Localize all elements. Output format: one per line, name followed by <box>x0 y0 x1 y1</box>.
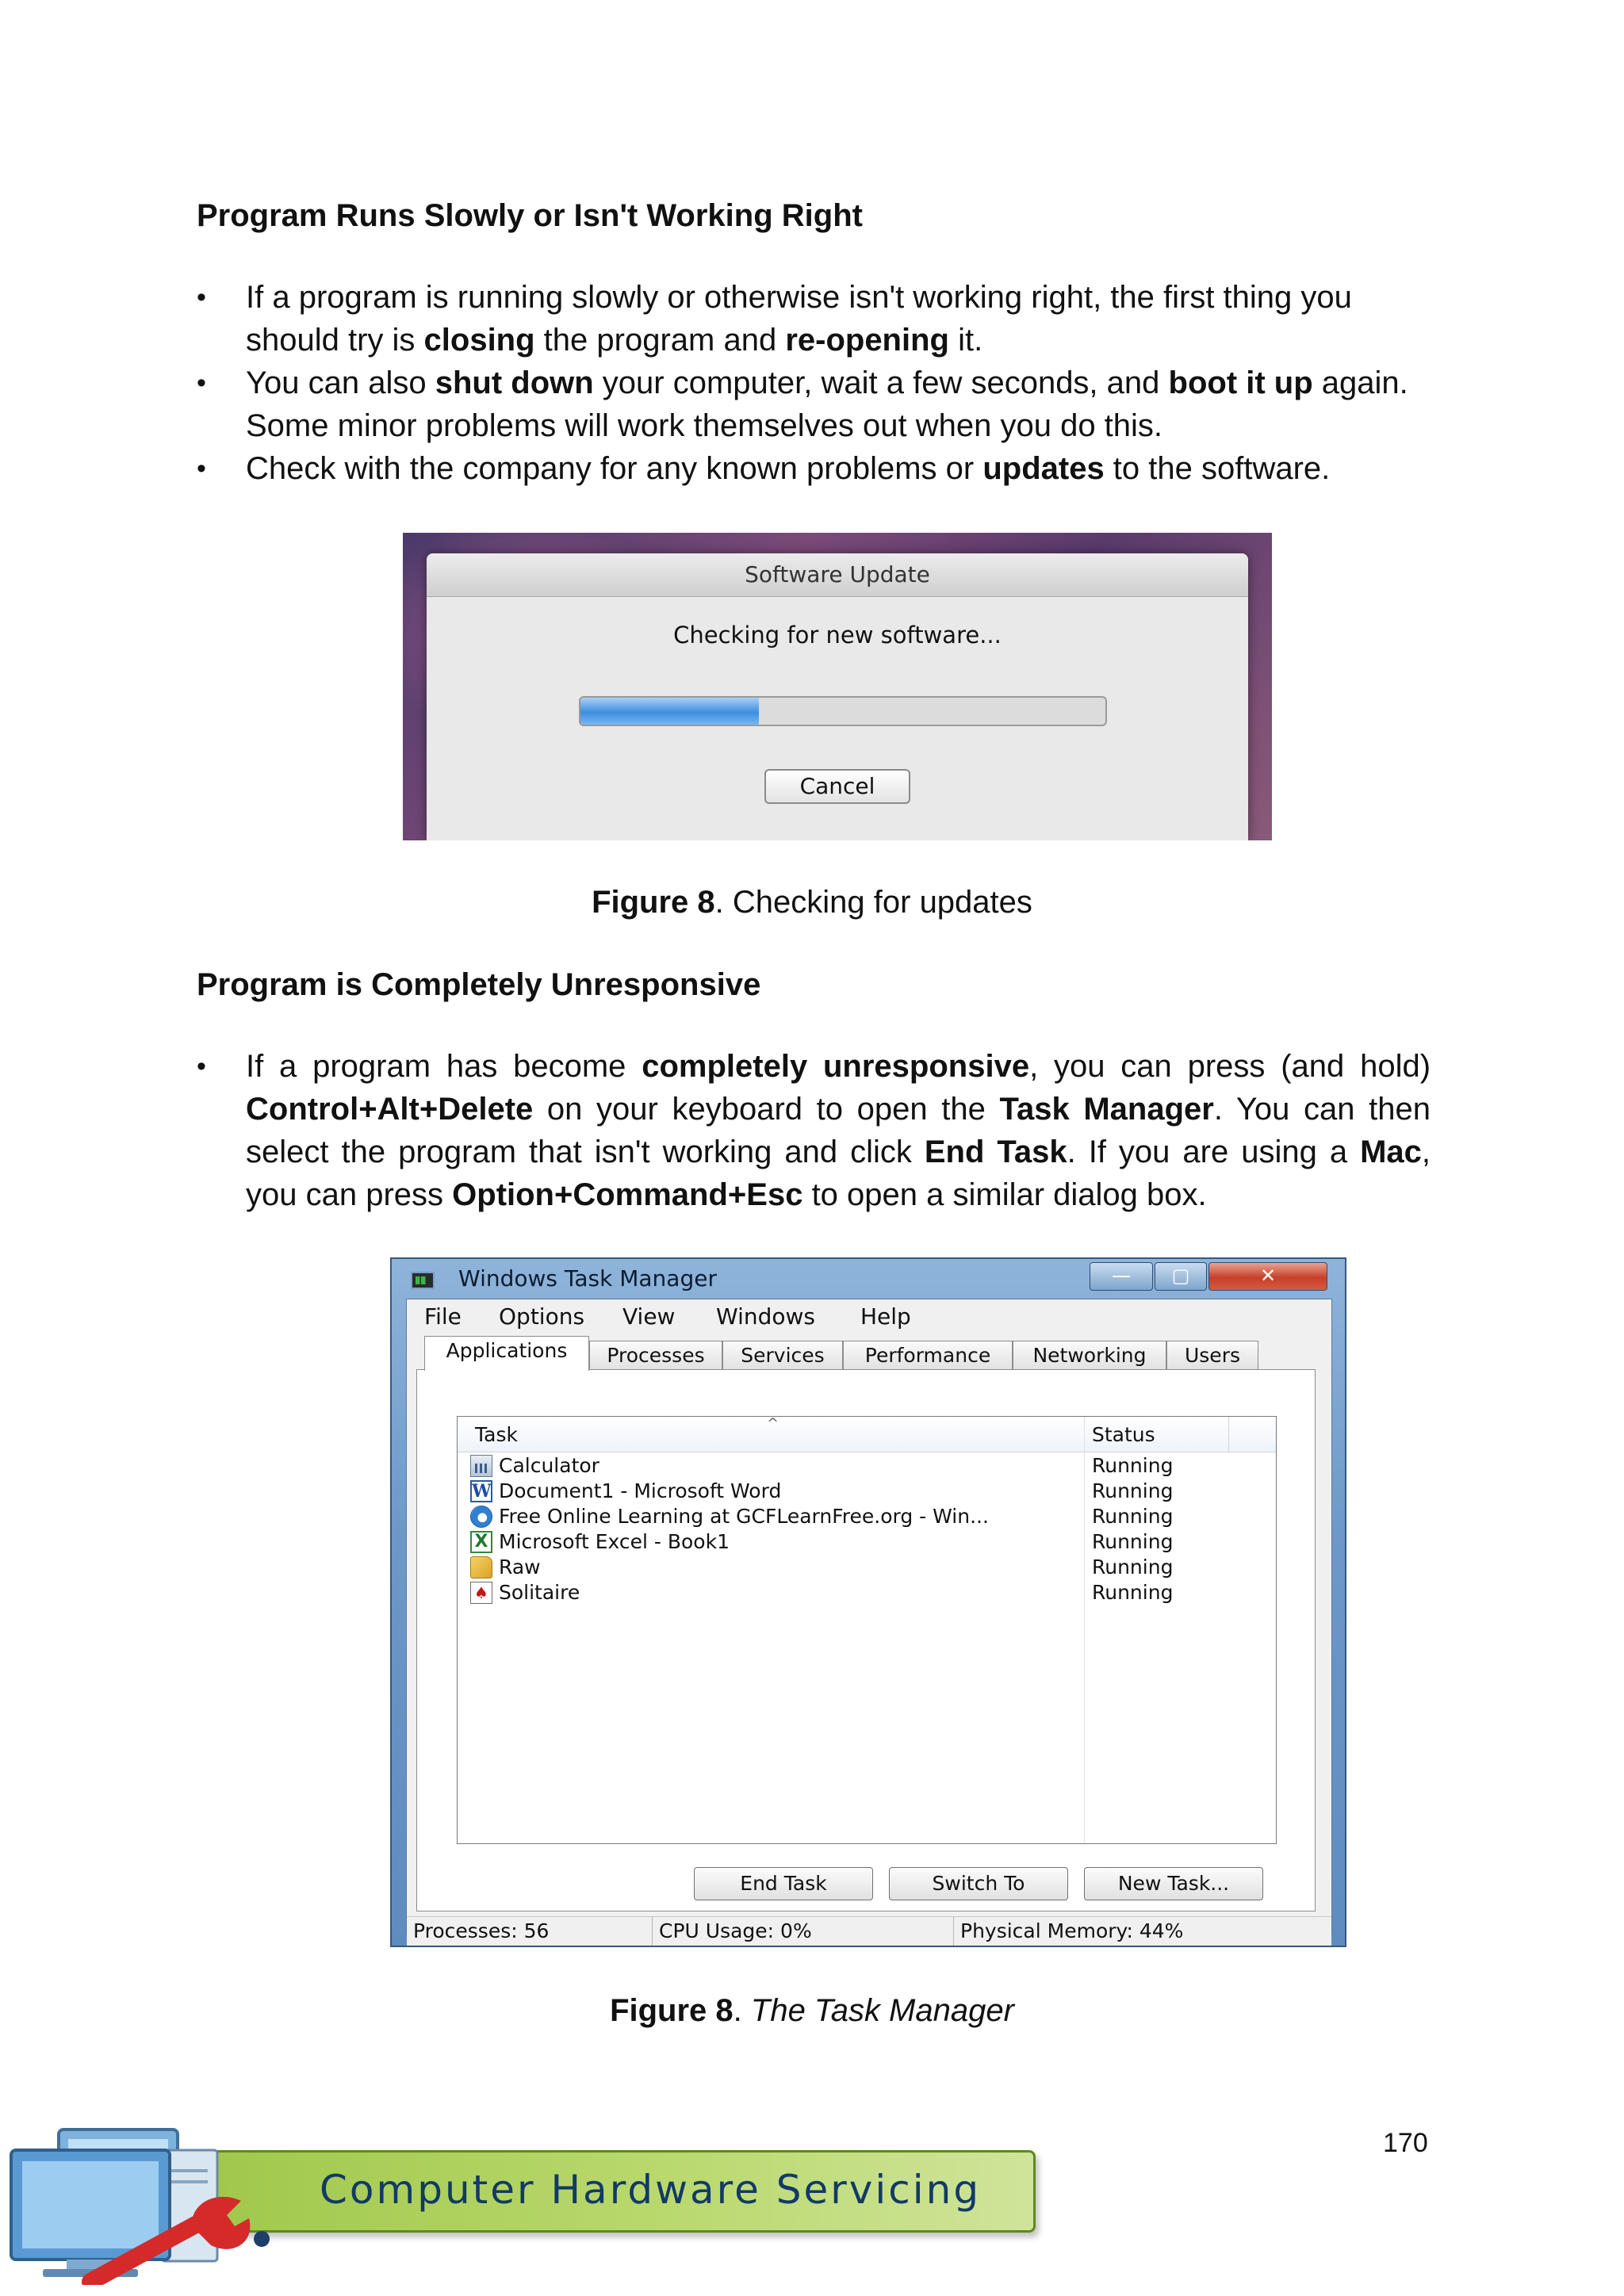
folder-icon <box>470 1556 492 1578</box>
task-manager-window <box>390 1257 1346 1947</box>
tab-services[interactable]: Services <box>722 1341 843 1369</box>
ie-icon <box>470 1506 492 1528</box>
figure-caption-updates: Figure 8. Checking for updates <box>592 885 1032 920</box>
status-physical-memory: Physical Memory: 44% <box>960 1919 1184 1942</box>
end-task-button[interactable]: End Task <box>694 1867 873 1900</box>
window-titlebar[interactable] <box>392 1259 1345 1299</box>
task-manager-icon <box>411 1272 435 1289</box>
table-row[interactable]: Free Online Learning at GCFLearnFree.org - Win... Running <box>470 1504 1263 1529</box>
maximize-button[interactable]: ▢ <box>1155 1262 1207 1291</box>
checking-message: Checking for new software... <box>673 622 1002 649</box>
tab-strip <box>424 1336 1312 1371</box>
minimize-button[interactable]: — <box>1090 1262 1153 1291</box>
status-cpu-usage: CPU Usage: 0% <box>653 1917 954 1947</box>
task-list-header <box>458 1417 1276 1452</box>
section-heading-unresponsive: Program is Completely Unresponsive <box>197 967 761 1002</box>
close-button[interactable]: ✕ <box>1208 1262 1327 1291</box>
table-row[interactable]: Calculator Running <box>470 1453 1263 1479</box>
column-header-task[interactable]: Task <box>475 1423 518 1446</box>
task-list[interactable] <box>457 1416 1277 1844</box>
footer-banner <box>182 2150 1036 2233</box>
banner-text: Computer Hardware Servicing <box>320 2167 982 2213</box>
window-client-area <box>406 1299 1332 1942</box>
table-row[interactable]: ♠ Solitaire Running <box>470 1580 1263 1605</box>
menu-help[interactable]: Help <box>860 1303 911 1330</box>
solitaire-icon: ♠ <box>470 1582 492 1604</box>
menu-file[interactable]: File <box>424 1303 462 1330</box>
calculator-icon <box>470 1455 492 1477</box>
new-task-button[interactable]: New Task... <box>1084 1867 1263 1900</box>
update-progress-bar <box>579 696 1107 726</box>
bullet-item: • You can also shut down your computer, wait a few seconds, and boot it up again. Some minor problems will work themselves out when you do this. <box>197 362 1434 447</box>
applications-panel <box>416 1369 1316 1911</box>
dialog-title: Software Update <box>427 553 1248 597</box>
sort-ascending-icon: ^ <box>767 1415 779 1432</box>
progress-fill <box>580 698 759 725</box>
bullet-item: • If a program is running slowly or otherwise isn't working right, the first thing you should try is closing the program and re-opening it. <box>197 276 1434 362</box>
bullet-item: • Check with the company for any known problems or updates to the software. <box>197 447 1434 490</box>
table-row[interactable]: W Document1 - Microsoft Word Running <box>472 1479 1174 1502</box>
unresponsive-bullet-list <box>197 1045 1431 1216</box>
figure-caption-task-manager: Figure 8. The Task Manager <box>610 1993 1014 2028</box>
menu-options[interactable]: Options <box>499 1303 585 1330</box>
switch-to-button[interactable]: Switch To <box>889 1867 1068 1900</box>
menu-bar <box>407 1299 1331 1334</box>
column-header-status[interactable]: Status <box>1092 1423 1155 1446</box>
tab-performance[interactable]: Performance <box>843 1341 1013 1369</box>
tab-networking[interactable]: Networking <box>1013 1341 1166 1369</box>
status-processes: Processes: 56 <box>407 1917 653 1947</box>
slow-program-bullet-list <box>197 276 1434 490</box>
tab-applications[interactable]: Applications <box>424 1336 589 1371</box>
tab-users[interactable]: Users <box>1166 1341 1258 1369</box>
window-title: Windows Task Manager <box>458 1265 717 1292</box>
tab-processes[interactable]: Processes <box>589 1341 722 1369</box>
word-icon: W <box>472 1481 492 1502</box>
software-update-screenshot <box>403 533 1272 840</box>
menu-windows[interactable]: Windows <box>716 1303 815 1330</box>
section-heading-slow-program: Program Runs Slowly or Isn't Working Right <box>197 198 863 233</box>
table-row[interactable]: X Microsoft Excel - Book1 Running <box>470 1529 1263 1555</box>
table-row[interactable]: Raw Running <box>470 1555 1263 1580</box>
excel-icon: X <box>470 1531 492 1553</box>
computer-wrench-logo-icon <box>3 2126 289 2285</box>
cancel-button[interactable]: Cancel <box>764 769 910 804</box>
column-divider <box>1228 1417 1229 1452</box>
page-number: 170 <box>1383 2128 1428 2158</box>
menu-view[interactable]: View <box>622 1303 676 1330</box>
status-bar <box>407 1916 1331 1947</box>
software-update-dialog <box>427 553 1248 840</box>
bullet-item: • If a program has become completely unresponsive, you can press (and hold) Control+Alt+Delete on your keyboard to open the Task Manager. You can then select the program that isn't working and click End Task. If you are using a Mac, you can press Option+Command+Esc to open a similar dialog box. <box>197 1045 1431 1216</box>
